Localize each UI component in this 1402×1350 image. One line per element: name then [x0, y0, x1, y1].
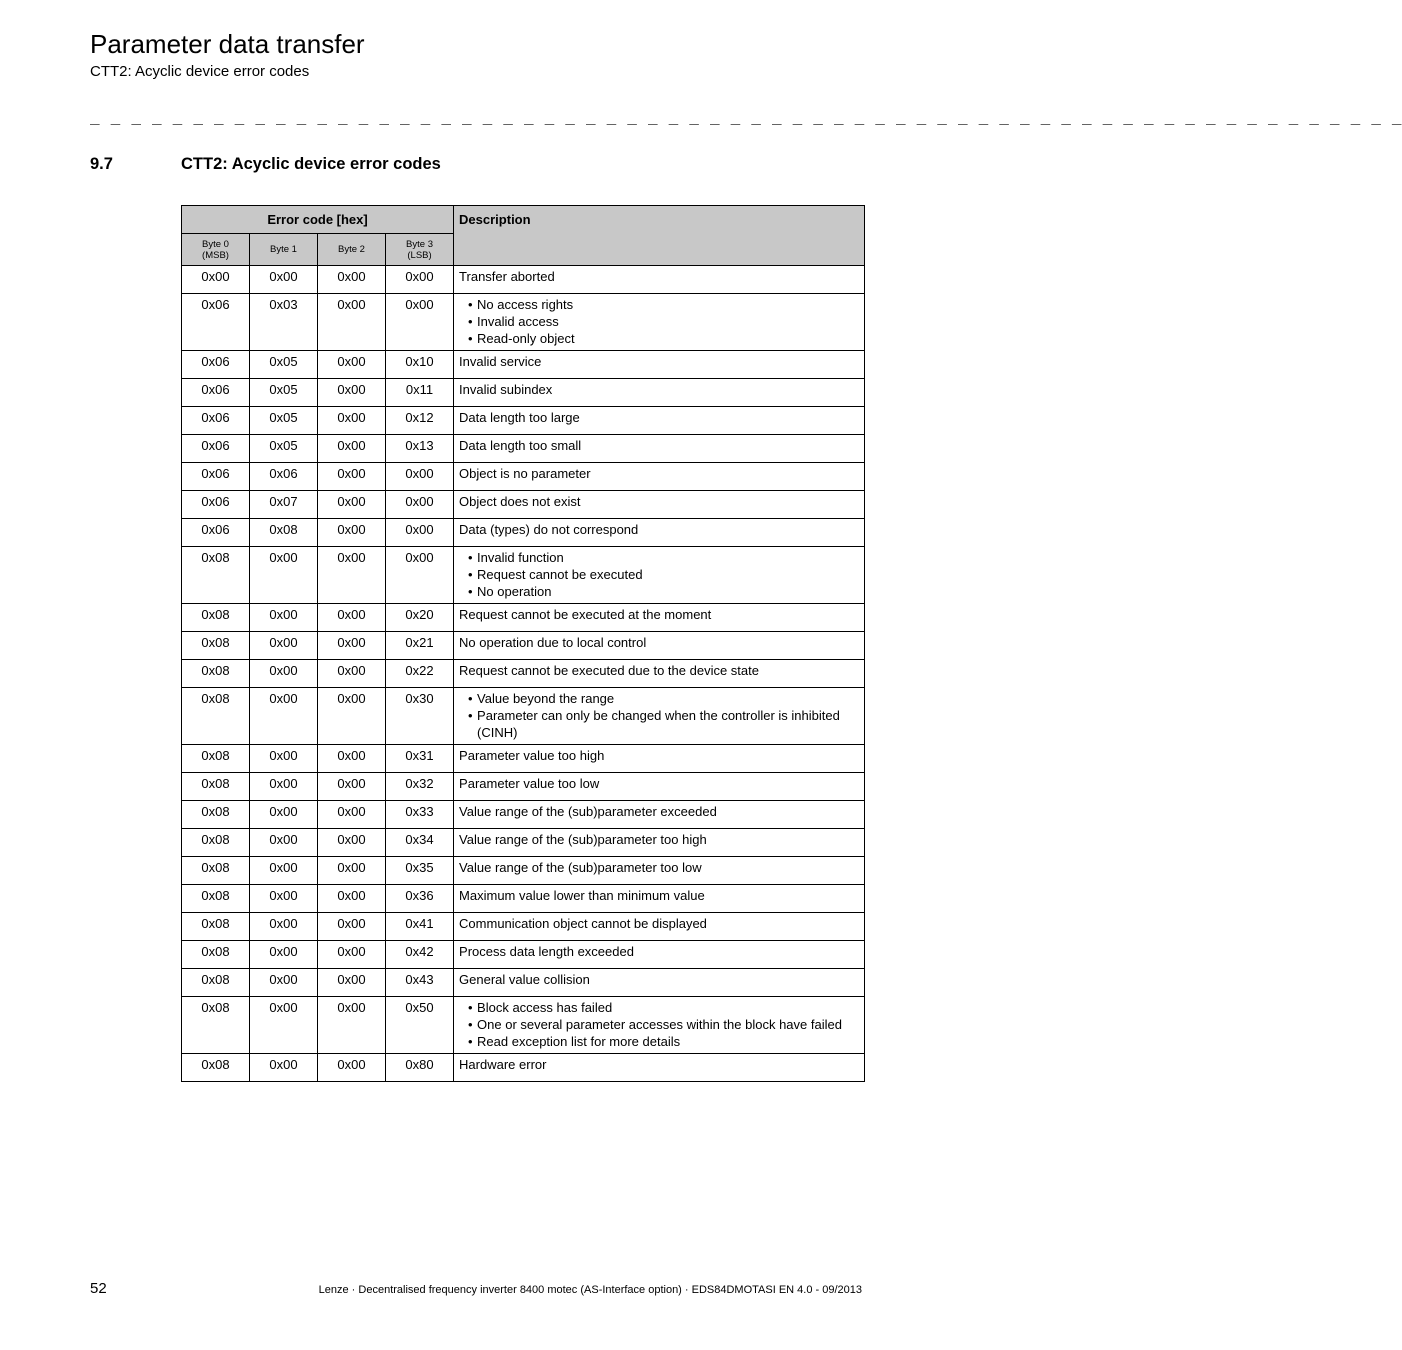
byte-cell-b3: 0x32: [386, 773, 454, 801]
page-title: Parameter data transfer: [90, 29, 365, 59]
byte-cell-b1: 0x05: [250, 379, 318, 407]
byte-header-label: Byte 3: [406, 238, 433, 250]
byte-cell-b0: 0x08: [182, 547, 250, 604]
byte-cell-b2: 0x00: [318, 801, 386, 829]
byte-cell-b1: 0x00: [250, 829, 318, 857]
table-row: [182, 857, 865, 885]
byte-cell-b3: 0x42: [386, 941, 454, 969]
byte-cell-b0: 0x08: [182, 773, 250, 801]
byte-cell-b2: 0x00: [318, 941, 386, 969]
byte-cell-b0: 0x06: [182, 294, 250, 351]
byte-cell-b0: 0x06: [182, 435, 250, 463]
description-bullet: • Read exception list for more details: [468, 1033, 859, 1050]
byte-cell-b0: 0x08: [182, 857, 250, 885]
byte-cell-b3: 0x41: [386, 913, 454, 941]
byte-cell-b0: 0x08: [182, 997, 250, 1054]
description-cell: Parameter value too high: [454, 745, 865, 773]
byte-cell-b1: 0x00: [250, 997, 318, 1054]
description-bullet: • One or several parameter accesses within the block have failed: [468, 1016, 859, 1033]
byte-header-label: Byte 1: [270, 244, 297, 255]
table-row: [182, 294, 865, 351]
byte-cell-b3: 0x21: [386, 632, 454, 660]
byte-cell-b3: 0x43: [386, 969, 454, 997]
byte-cell-b3: 0x00: [386, 491, 454, 519]
description-bullet-list: [459, 690, 859, 741]
byte-header-label: Byte 0: [202, 238, 229, 250]
byte-cell-b2: 0x00: [318, 632, 386, 660]
description-cell: Data length too large: [454, 407, 865, 435]
byte-cell-b2: 0x00: [318, 435, 386, 463]
table-row: [182, 519, 865, 547]
byte-cell-b2: 0x00: [318, 491, 386, 519]
page-subtitle: CTT2: Acyclic device error codes: [90, 63, 310, 80]
description-bullet: • Request cannot be executed: [468, 566, 859, 583]
description-cell: Value range of the (sub)parameter exceeded: [454, 801, 865, 829]
byte-cell-b2: 0x00: [318, 745, 386, 773]
table-row: [182, 266, 865, 294]
table-row: [182, 547, 865, 604]
description-bullet: • Read-only object: [468, 330, 859, 347]
byte-cell-b3: 0x00: [386, 294, 454, 351]
byte-cell-b1: 0x00: [250, 1054, 318, 1082]
byte-cell-b1: 0x00: [250, 604, 318, 632]
byte-cell-b0: 0x06: [182, 463, 250, 491]
byte-cell-b2: 0x00: [318, 463, 386, 491]
byte-cell-b1: 0x07: [250, 491, 318, 519]
byte-cell-b3: 0x36: [386, 885, 454, 913]
table-row: [182, 1054, 865, 1082]
description-cell: [454, 997, 865, 1054]
byte-cell-b3: 0x10: [386, 351, 454, 379]
table-row: [182, 773, 865, 801]
byte-cell-b1: 0x00: [250, 773, 318, 801]
table-row: [182, 660, 865, 688]
table-row: [182, 997, 865, 1054]
byte-cell-b2: 0x00: [318, 1054, 386, 1082]
description-header: Description: [454, 206, 865, 266]
description-bullet: • Value beyond the range: [468, 690, 859, 707]
byte-cell-b3: 0x31: [386, 745, 454, 773]
description-cell: Request cannot be executed at the moment: [454, 604, 865, 632]
description-cell: Data length too small: [454, 435, 865, 463]
byte-cell-b1: 0x00: [250, 632, 318, 660]
byte-cell-b1: 0x00: [250, 885, 318, 913]
byte-cell-b1: 0x05: [250, 435, 318, 463]
byte-cell-b3: 0x34: [386, 829, 454, 857]
byte-header-significance: (LSB): [407, 249, 432, 261]
table-row: [182, 801, 865, 829]
byte-header-label: Byte 2: [338, 244, 365, 255]
table-row: [182, 913, 865, 941]
byte-cell-b0: 0x08: [182, 801, 250, 829]
byte-cell-b3: 0x00: [386, 547, 454, 604]
byte-cell-b1: 0x05: [250, 407, 318, 435]
description-bullet: • Block access has failed: [468, 999, 859, 1016]
byte-cell-b1: 0x03: [250, 294, 318, 351]
byte-cell-b0: 0x08: [182, 941, 250, 969]
description-cell: Invalid subindex: [454, 379, 865, 407]
error-code-header: Error code [hex]: [182, 206, 454, 234]
description-cell: Object does not exist: [454, 491, 865, 519]
byte-cell-b0: 0x06: [182, 351, 250, 379]
byte-cell-b0: 0x08: [182, 1054, 250, 1082]
byte-cell-b1: 0x00: [250, 266, 318, 294]
table-row: [182, 941, 865, 969]
table-row: [182, 463, 865, 491]
byte-cell-b0: 0x08: [182, 829, 250, 857]
byte-header-3: [386, 234, 454, 266]
description-cell: Data (types) do not correspond: [454, 519, 865, 547]
byte-cell-b0: 0x06: [182, 407, 250, 435]
byte-cell-b1: 0x00: [250, 688, 318, 745]
byte-cell-b2: 0x00: [318, 379, 386, 407]
byte-cell-b2: 0x00: [318, 857, 386, 885]
table-row: [182, 407, 865, 435]
byte-cell-b1: 0x00: [250, 857, 318, 885]
byte-cell-b3: 0x11: [386, 379, 454, 407]
header-dashed-rule: _ _ _ _ _ _ _ _ _ _ _ _ _ _ _ _ _ _ _ _ _ _ _ _ _ _ _ _ _ _ _ _ _ _ _ _ _ _ _ _ _ _ _ _ _ _ _ _ _ _ _ _ _ _ _ _ _ _ _ _ _ _ _ _: [90, 106, 1402, 125]
byte-cell-b1: 0x00: [250, 969, 318, 997]
byte-cell-b3: 0x20: [386, 604, 454, 632]
table-row: [182, 632, 865, 660]
byte-header-2: [318, 234, 386, 266]
byte-cell-b2: 0x00: [318, 773, 386, 801]
table-row: [182, 435, 865, 463]
table-row: [182, 491, 865, 519]
description-cell: [454, 547, 865, 604]
byte-cell-b2: 0x00: [318, 997, 386, 1054]
description-cell: Communication object cannot be displayed: [454, 913, 865, 941]
section-heading: [90, 153, 441, 175]
byte-cell-b3: 0x22: [386, 660, 454, 688]
byte-cell-b1: 0x00: [250, 801, 318, 829]
description-cell: Transfer aborted: [454, 266, 865, 294]
byte-cell-b2: 0x00: [318, 351, 386, 379]
byte-cell-b0: 0x08: [182, 660, 250, 688]
byte-cell-b2: 0x00: [318, 547, 386, 604]
byte-cell-b1: 0x00: [250, 660, 318, 688]
table-row: [182, 829, 865, 857]
table-row: [182, 351, 865, 379]
table-row: [182, 379, 865, 407]
byte-cell-b0: 0x08: [182, 688, 250, 745]
description-cell: Parameter value too low: [454, 773, 865, 801]
byte-cell-b3: 0x00: [386, 463, 454, 491]
description-bullet-list: [459, 999, 859, 1050]
byte-cell-b0: 0x08: [182, 604, 250, 632]
table-row: [182, 969, 865, 997]
byte-header-0: [182, 234, 250, 266]
byte-cell-b2: 0x00: [318, 294, 386, 351]
byte-cell-b3: 0x13: [386, 435, 454, 463]
byte-cell-b2: 0x00: [318, 913, 386, 941]
byte-cell-b1: 0x00: [250, 547, 318, 604]
byte-cell-b0: 0x08: [182, 885, 250, 913]
description-bullet: • No operation: [468, 583, 859, 600]
table-row: [182, 604, 865, 632]
description-bullet: • No access rights: [468, 296, 859, 313]
description-bullet-list: [459, 296, 859, 347]
section-title: CTT2: Acyclic device error codes: [181, 155, 441, 173]
byte-cell-b3: 0x33: [386, 801, 454, 829]
description-cell: Hardware error: [454, 1054, 865, 1082]
byte-cell-b0: 0x08: [182, 632, 250, 660]
description-cell: [454, 294, 865, 351]
description-bullet-list: [459, 549, 859, 600]
byte-cell-b2: 0x00: [318, 885, 386, 913]
section-number: 9.7: [90, 155, 113, 173]
byte-cell-b2: 0x00: [318, 969, 386, 997]
byte-cell-b0: 0x06: [182, 379, 250, 407]
byte-cell-b2: 0x00: [318, 266, 386, 294]
description-cell: General value collision: [454, 969, 865, 997]
byte-cell-b3: 0x00: [386, 519, 454, 547]
byte-cell-b2: 0x00: [318, 829, 386, 857]
byte-cell-b0: 0x08: [182, 745, 250, 773]
description-cell: Value range of the (sub)parameter too low: [454, 857, 865, 885]
byte-cell-b2: 0x00: [318, 660, 386, 688]
byte-cell-b1: 0x00: [250, 745, 318, 773]
description-cell: No operation due to local control: [454, 632, 865, 660]
description-cell: Object is no parameter: [454, 463, 865, 491]
description-bullet: • Invalid function: [468, 549, 859, 566]
table-row: [182, 688, 865, 745]
byte-cell-b0: 0x08: [182, 969, 250, 997]
byte-cell-b3: 0x00: [386, 266, 454, 294]
byte-cell-b3: 0x30: [386, 688, 454, 745]
description-cell: Maximum value lower than minimum value: [454, 885, 865, 913]
byte-cell-b3: 0x80: [386, 1054, 454, 1082]
byte-cell-b1: 0x05: [250, 351, 318, 379]
description-cell: Invalid service: [454, 351, 865, 379]
byte-cell-b0: 0x06: [182, 519, 250, 547]
table-row: [182, 745, 865, 773]
byte-cell-b0: 0x00: [182, 266, 250, 294]
description-bullet: • Parameter can only be changed when the controller is inhibited (CINH): [468, 707, 859, 741]
byte-cell-b3: 0x12: [386, 407, 454, 435]
byte-cell-b2: 0x00: [318, 688, 386, 745]
byte-cell-b2: 0x00: [318, 519, 386, 547]
description-bullet: • Invalid access: [468, 313, 859, 330]
description-cell: [454, 688, 865, 745]
byte-cell-b1: 0x00: [250, 941, 318, 969]
description-cell: Value range of the (sub)parameter too high: [454, 829, 865, 857]
byte-cell-b1: 0x00: [250, 913, 318, 941]
byte-header-significance: (MSB): [202, 249, 229, 261]
byte-cell-b2: 0x00: [318, 407, 386, 435]
table-row: [182, 885, 865, 913]
byte-cell-b3: 0x50: [386, 997, 454, 1054]
description-cell: Process data length exceeded: [454, 941, 865, 969]
byte-header-1: [250, 234, 318, 266]
byte-cell-b3: 0x35: [386, 857, 454, 885]
byte-cell-b1: 0x06: [250, 463, 318, 491]
byte-cell-b2: 0x00: [318, 604, 386, 632]
footer-text: Lenze · Decentralised frequency inverter 8400 motec (AS-Interface option) · EDS84DMOTASI EN 4.0 - 09/2013: [318, 1284, 862, 1296]
byte-cell-b1: 0x08: [250, 519, 318, 547]
byte-cell-b0: 0x06: [182, 491, 250, 519]
byte-cell-b0: 0x08: [182, 913, 250, 941]
page-number: 52: [90, 1280, 107, 1297]
description-cell: Request cannot be executed due to the device state: [454, 660, 865, 688]
error-code-table: [181, 205, 865, 1082]
